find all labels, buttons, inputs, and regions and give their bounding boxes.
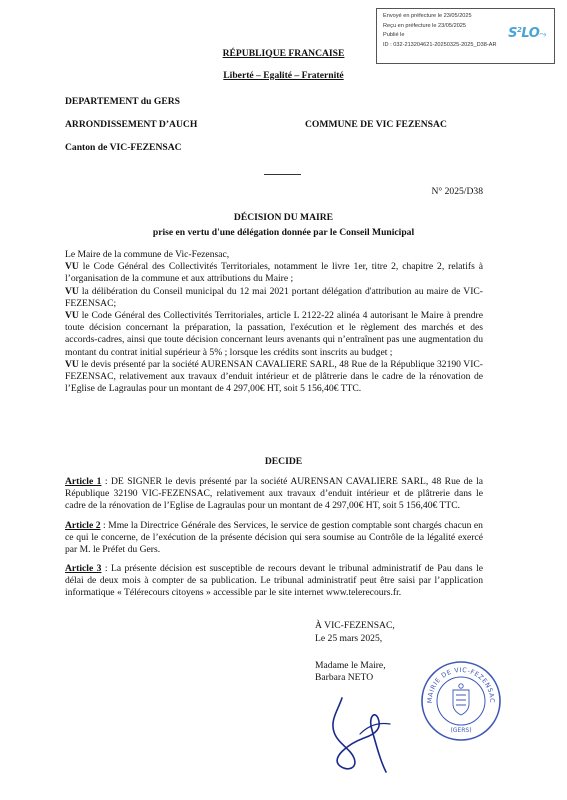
article-2	[65, 520, 483, 557]
stamp-id: ID : 032-213204621-20250325-2025_D38-AR	[383, 41, 497, 48]
visa-1: VU le Code Général des Collectivités Territoriales, notamment le livre 1er, titre 2, chapitre 2, relatifs à l’organisation de la commune et aux attributions du Maire ;	[65, 261, 483, 285]
divider	[264, 174, 301, 175]
arrondissement-label: ARRONDISSEMENT D’AUCH	[65, 119, 198, 130]
signature-date: Le 25 mars 2025,	[315, 633, 383, 644]
decision-subtitle: prise en vertu d'une délégation donnée par le Conseil Municipal	[152, 227, 415, 238]
decision-number: N° 2025/D38	[431, 186, 483, 197]
stamp-sent-date: Envoyé en préfecture le 23/05/2025	[383, 13, 472, 19]
republic-motto: Liberté – Egalité – Fraternité	[223, 70, 344, 81]
preamble-intro: Le Maire de la commune de Vic-Fezensac,	[65, 249, 230, 260]
slo-logo: $S^2LO⤳$	[508, 26, 546, 41]
visa-3: VU le Code Général des Collectivités Territoriales, article L 2122-22 alinéa 4 autorisant le Maire à prendre toute décision concernant la préparation, la passation, l'exécution et le règlement des marchés et des accords-cadres, ainsi que toute décision concernant leurs avenants qui n’entraînent pas une augmentation du montant du contrat initial supérieur à 5% ; lorsque les crédits sont inscrits au budget ;	[65, 310, 483, 358]
department-label: DEPARTEMENT du GERS	[65, 96, 180, 107]
canton-label: Canton de VIC-FEZENSAC	[65, 142, 182, 153]
seal-emblem-icon	[453, 684, 469, 715]
article-1	[65, 476, 483, 513]
article-3-text: : La présente décision est susceptible de recours devant le tribunal administratif de Pau dans le délai de deux mois à compter de sa publication. Le tribunal administratif peut être saisi par l’application informatique « Télérecours citoyens » accessible par le site internet www.telerecours.fr.	[65, 563, 483, 599]
signature-role: Madame le Maire,	[315, 660, 386, 671]
article-1-label: Article 1	[65, 476, 102, 487]
article-3-label: Article 3	[65, 563, 102, 574]
article-2-label: Article 2	[65, 520, 101, 531]
signature-place: À VIC-FEZENSAC,	[315, 620, 395, 631]
visa-4: VU le devis présenté par la société AURENSAN CAVALIERE SARL, 48 Rue de la République 32190 VIC-FEZENSAC, relativement aux travaux d’enduit intérieur et de plâtrerie dans le cadre de la rénovation de l’Eglise de Lagraulas pour un montant de 4 297,00€ HT, soit 5 156,40€ TTC.	[65, 358, 483, 395]
article-1-text: : DE SIGNER le devis présenté par la société AURENSAN CAVALIERE SARL, 48 Rue de la République 32190 VIC-FEZENSAC, relativement aux travaux d’enduit intérieur et de plâtrerie dans le cadre de la rénovation de l’Eglise de Lagraulas pour un montant de 4 297,00€ HT, soit 5 156,40€ TTC.	[65, 476, 483, 512]
stamp-received-date: Reçu en préfecture le 23/05/2025	[383, 22, 467, 29]
article-2-text: : Mme la Directrice Générale des Services, le service de gestion comptable sont chargés chacun en ce qui le concerne, de l’exécution de la présente décision qui sera soumise au Contrôle de la légalité exercé par M. le Préfet du Gers.	[65, 520, 483, 556]
signature-name: Barbara NETO	[315, 672, 374, 683]
republic-heading: RÉPUBLIQUE FRANCAISE	[222, 48, 345, 59]
handwritten-signature	[320, 688, 410, 778]
stamp-published: Publié le	[383, 32, 405, 39]
seal-top-text: MAIRIE DE VIC-FEZENSAC	[425, 665, 497, 704]
preamble	[65, 249, 483, 395]
seal-bottom-text: (GERS)	[450, 727, 472, 734]
article-3	[65, 563, 483, 600]
municipal-seal	[420, 660, 502, 742]
visa-2: VU la délibération du Conseil municipal du 12 mai 2021 portant délégation d'attribution au maire de VIC-FEZENSAC;	[65, 285, 483, 309]
decide-heading: DECIDE	[264, 456, 303, 467]
commune-label: COMMUNE DE VIC FEZENSAC	[305, 119, 447, 130]
decision-title: DÉCISION DU MAIRE	[233, 212, 334, 223]
